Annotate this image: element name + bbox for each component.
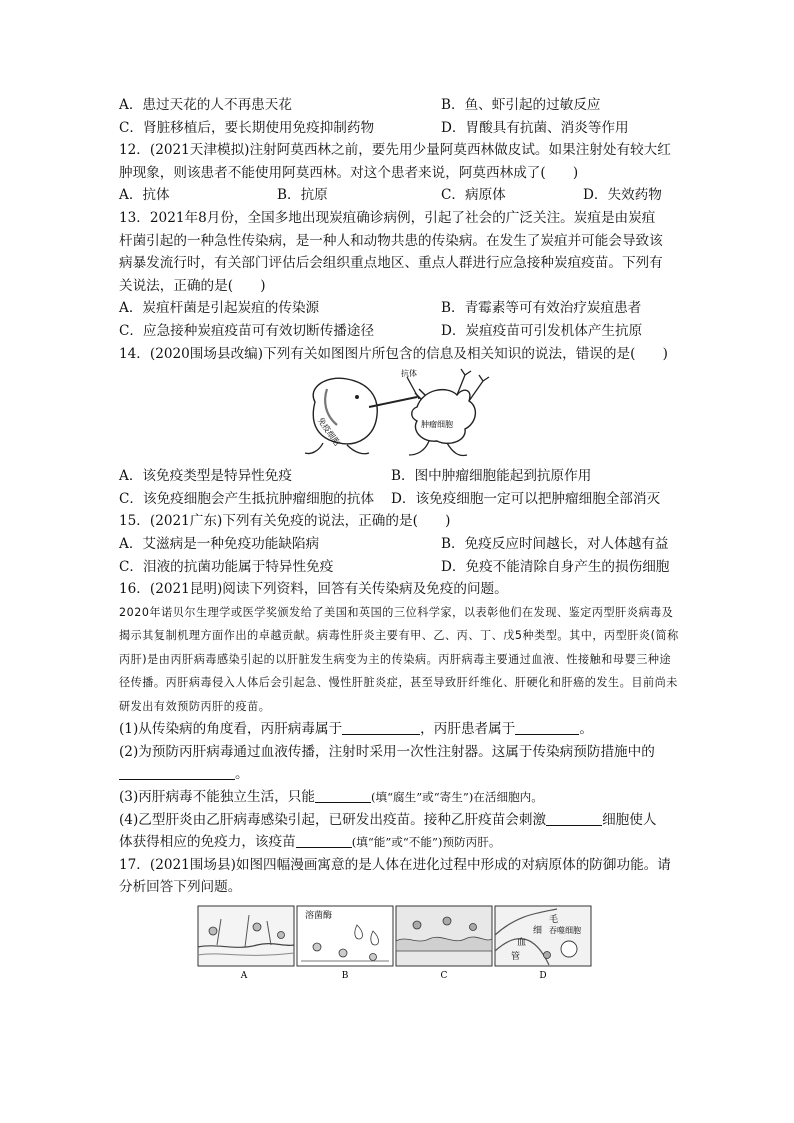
tumor-cell-label: 肿瘤细胞 — [421, 420, 453, 430]
q11-option-c: C．肾脏移植后，要长期使用免疫抑制药物 — [119, 119, 375, 136]
q16-sub4-line2 — [119, 831, 679, 854]
q16-sub4-text-a: (4)乙型肝炎由乙肝病毒感染引起，已研发出疫苗。接种乙肝疫苗会刺激 — [119, 811, 547, 828]
q16-sub1-text-c: 。 — [579, 721, 593, 738]
q16-sub1-text-a: (1)从传染病的角度看，丙肝病毒属于 — [119, 721, 343, 738]
q16-sub3-text-b: (填“腐生”或“寄生”)在活细胞内。 — [370, 789, 543, 804]
q15-options-row2 — [119, 556, 679, 579]
q13-option-d: D．炭疽疫苗可引发机体产生抗原 — [441, 322, 643, 339]
q11-option-d: D．胃酸具有抗菌、消炎等作用 — [441, 119, 629, 136]
q16-sub4-text-d: (填“能”或“不能”)预防丙肝。 — [351, 835, 501, 850]
q15-stem: 15．(2021广东)下列有关免疫的说法，正确的是( ) — [119, 513, 451, 530]
q16-sub2-line1: (2)为预防丙肝病毒通过血液传播，注射时采用一次性注射器。这属于传染病预防措施中的 — [119, 743, 655, 760]
immune-cell-label: 免疫细胞 — [315, 416, 342, 448]
defense-comic-panels — [197, 905, 597, 981]
q16-sub4-text-c: 体获得相应的免疫力，该疫苗 — [119, 834, 296, 851]
q13-stem-line1: 13．2021年8月份，全国多地出现炭疽确诊病例，引起了社会的广泛关注。炭疽是由炭疽 — [119, 209, 656, 226]
q17-figure — [119, 899, 679, 993]
q13-stem-line3: 病暴发流行时，有关部门评估后会组织重点地区、重点人群进行应急接种炭疽疫苗。下列有 — [119, 255, 663, 272]
q14-option-a: A．该免疫类型是特异性免疫 — [119, 468, 292, 485]
panel-d-label-fine: 细 — [533, 925, 543, 936]
q16-reading-passage: 2020年诺贝尔生理学或医学奖颁发给了美国和英国的三位科学家，以表彰他们在发现、鉴定丙型肝炎病毒及揭示其复制机理方面作出的卓越贡献。病毒性肝炎主要有甲、乙、丙、丁、戊5种类型。其中，丙型肝炎(简称丙肝)是由丙肝病毒感染引起的以肝脏发生病变为主的传染病。丙肝病毒主要通过血液、性接触和母婴三种途径传播。丙肝病毒侵入人体后会引起急、慢性肝脏炎症，甚至导致肝纤维化、肝硬化和肝癌的发生。目前尚未研发出有效预防丙肝的疫苗。 — [119, 605, 679, 713]
q11-options-row2 — [119, 117, 679, 140]
q15-option-d: D．免疫不能清除自身产生的损伤细胞 — [441, 558, 670, 575]
q15-option-b: B．免疫反应时间越长，对人体越有益 — [441, 535, 669, 552]
panel-d-label-blood: 血 — [517, 937, 527, 948]
panel-c-caption: C — [440, 970, 448, 981]
q14-figure — [119, 365, 679, 465]
panel-d-label-vessel: 管 — [511, 951, 521, 962]
q13-option-c: C．应急接种炭疽疫苗可有效切断传播途径 — [119, 322, 375, 339]
q16-sub1 — [119, 718, 679, 741]
q16-sub1-blank1[interactable] — [342, 720, 420, 735]
q11-options-row1 — [119, 94, 679, 117]
q16-sub3 — [119, 786, 679, 809]
q15-option-a: A．艾滋病是一种免疫功能缺陷病 — [119, 535, 320, 552]
q15-options-row1 — [119, 533, 679, 556]
q16-sub4-blank2[interactable] — [296, 833, 352, 848]
q12-stem-line1: 12．(2021天津模拟)注射阿莫西林之前，要先用少量阿莫西林做皮试。如果注射处有较大红 — [119, 142, 671, 159]
q13-option-b: B．青霉素等可有效治疗炭疽患者 — [441, 300, 642, 317]
panel-d-label-hair: 毛 — [549, 914, 559, 925]
antibody-label: 抗体 — [401, 369, 417, 379]
q13-option-a: A．炭疽杆菌是引起炭疽的传染源 — [119, 300, 320, 317]
q12-option-d: D．失效药物 — [583, 187, 662, 204]
q16-stem: 16．(2021昆明)阅读下列资料，回答有关传染病及免疫的问题。 — [119, 581, 508, 598]
q16-sub1-text-b: ，丙肝患者属于 — [420, 721, 516, 738]
q16-sub3-text-a: (3)丙肝病毒不能独立生活，只能 — [119, 788, 315, 805]
q12-options — [119, 184, 679, 207]
panel-d-label-phagocyte: 吞噬细胞 — [549, 925, 581, 935]
q17-stem-line1: 17．(2021围场县)如图四幅漫画寓意的是人体在进化过程中形成的对病原体的防御功能。请 — [119, 856, 671, 873]
q17-stem-line2: 分析回答下列问题。 — [119, 879, 242, 896]
q13-options-row2 — [119, 320, 679, 343]
q14-option-c: C．该免疫细胞会产生抵抗肿瘤细胞的抗体 — [119, 490, 375, 507]
panel-b-caption: B — [341, 970, 349, 981]
q12-option-a: A．抗体 — [119, 187, 170, 204]
q16-sub1-blank2[interactable] — [515, 720, 579, 735]
q12-option-b: B．抗原 — [277, 187, 328, 204]
immune-cell-attack-illustration — [297, 367, 497, 465]
q11-option-a: A．患过天花的人不再患天花 — [119, 97, 292, 113]
q16-sub4-blank1[interactable] — [546, 811, 602, 826]
q14-options-row2 — [119, 488, 679, 511]
q13-stem-line4: 关说法，正确的是( ) — [119, 277, 266, 294]
q15-option-c: C．泪液的抗菌功能属于特异性免疫 — [119, 558, 334, 575]
q14-stem: 14．(2020围场县改编)下列有关如图图片所包含的信息及相关知识的说法，错误的是( ) — [119, 345, 668, 362]
q16-sub4-line1 — [119, 809, 679, 832]
worksheet-page — [119, 94, 679, 993]
q14-option-d: D．该免疫细胞一定可以把肿瘤细胞全部消灭 — [391, 490, 661, 507]
panel-d-caption: D — [539, 970, 547, 981]
panel-a-caption: A — [240, 970, 248, 981]
q16-sub2-line2 — [119, 763, 679, 786]
q16-sub2-blank[interactable] — [119, 765, 235, 780]
q12-stem-line2: 肿现象，则该患者不能使用阿莫西林。对这个患者来说，阿莫西林成了( ) — [119, 164, 579, 181]
q12-option-c: C．病原体 — [441, 187, 506, 204]
q14-options-row1 — [119, 465, 679, 488]
q16-sub3-blank[interactable] — [315, 788, 371, 803]
q13-stem-line2: 杆菌引起的一种急性传染病，是一种人和动物共患的传染病。在发生了炭疽并可能会导致该 — [119, 232, 663, 249]
panel-b-lysozyme-label: 溶菌酶 — [305, 910, 333, 921]
q16-sub4-text-b: 细胞使人 — [602, 811, 657, 828]
q13-options-row1 — [119, 297, 679, 320]
q14-option-b: B．图中肿瘤细胞能起到抗原作用 — [391, 468, 592, 485]
q11-option-b: B．鱼、虾引起的过敏反应 — [441, 97, 601, 113]
q16-sub2-text-b: 。 — [235, 766, 249, 783]
